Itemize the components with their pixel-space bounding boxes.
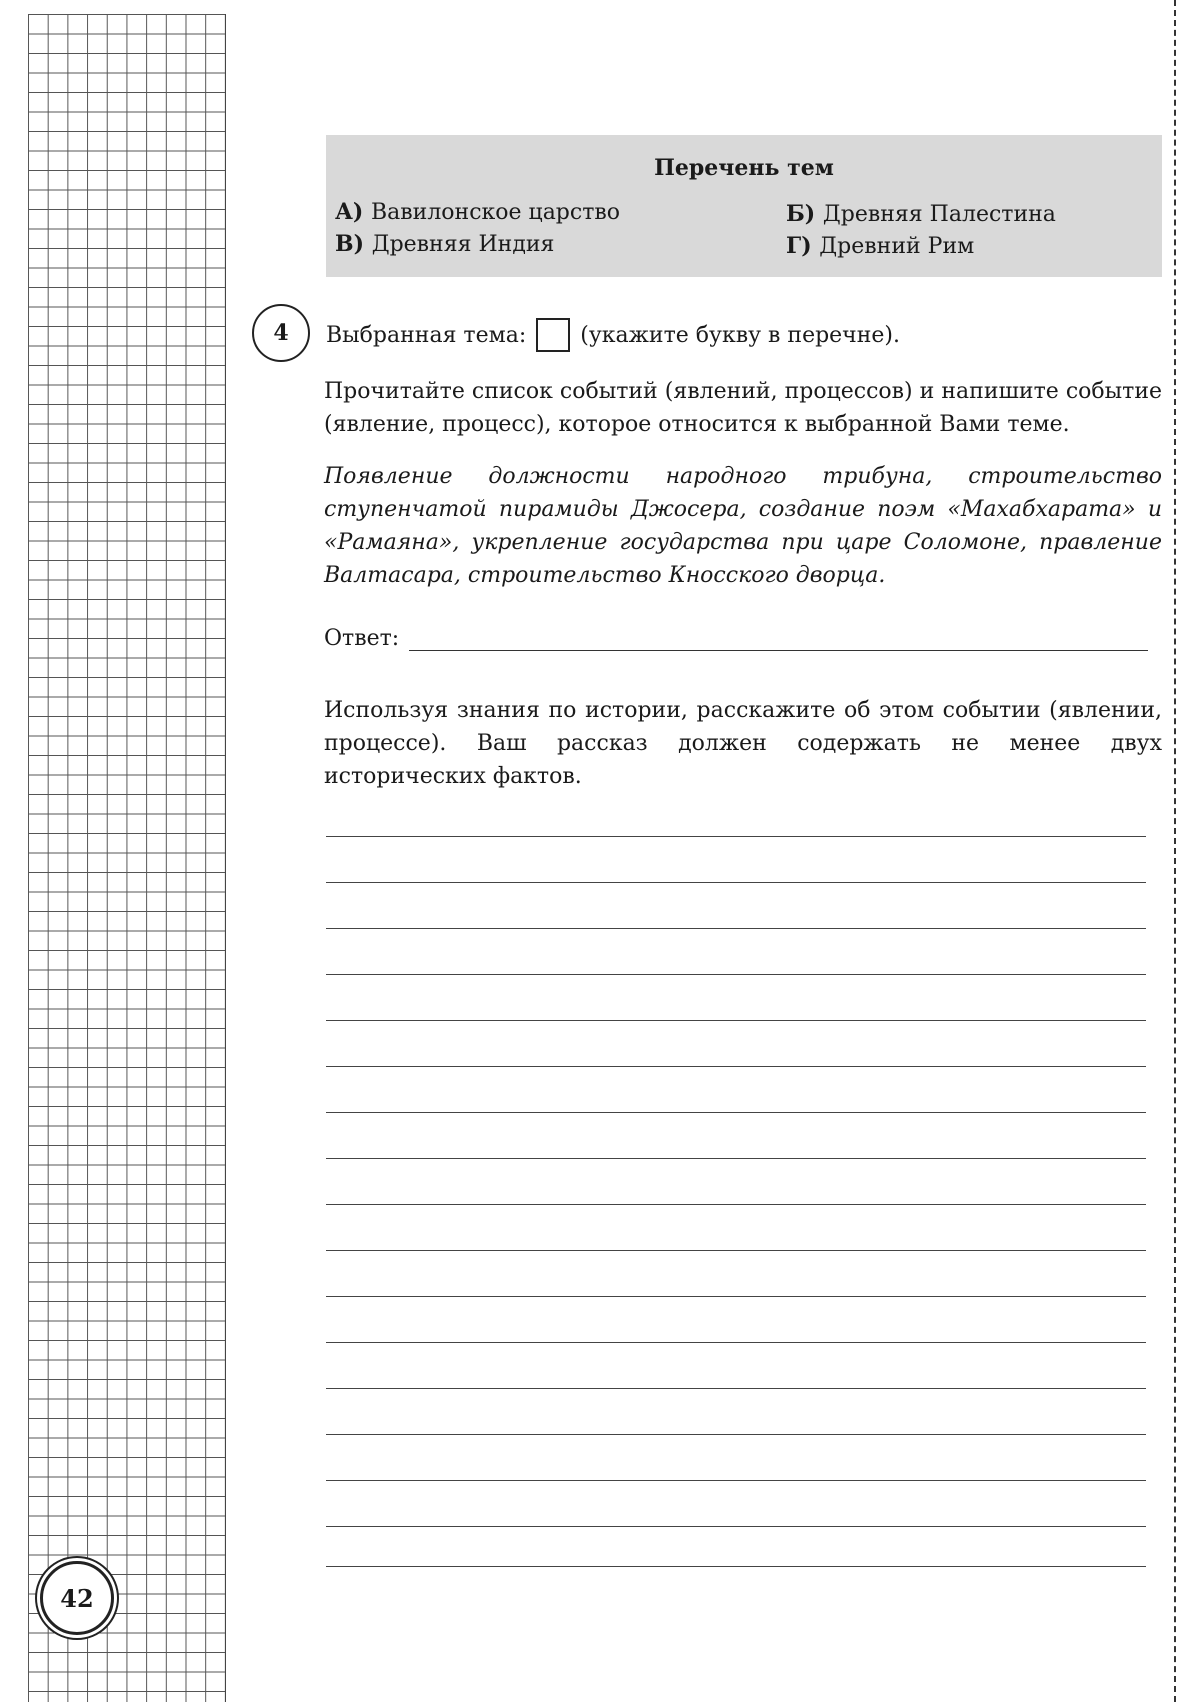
selected-topic-hint: (укажите букву в перечне). — [580, 322, 900, 348]
writing-line[interactable] — [326, 1526, 1146, 1527]
writing-line[interactable] — [326, 1204, 1146, 1205]
writing-line[interactable] — [326, 1020, 1146, 1021]
topic-b — [786, 201, 1056, 227]
cut-line — [1174, 0, 1176, 1702]
graph-paper-margin — [28, 14, 226, 1702]
topic-text: Вавилонское царство — [371, 200, 621, 225]
writing-line[interactable] — [326, 836, 1146, 837]
writing-line[interactable] — [326, 1250, 1146, 1251]
topic-text: Древняя Палестина — [822, 202, 1056, 227]
question-number: 4 — [252, 304, 310, 362]
events-list: Появление должности народного трибуна, строительство ступенчатой пирамиды Джосера, создание поэм «Махабхарата» и «Рамаяна», укрепление государства при царе Соломоне, правление Валтасара, строительство Кносского дворца. — [324, 464, 1162, 588]
writing-line[interactable] — [326, 1566, 1146, 1567]
topic-v — [335, 231, 554, 257]
writing-line[interactable] — [326, 1434, 1146, 1435]
page-number: 42 — [40, 1561, 114, 1635]
topic-letter: Г) — [786, 233, 812, 259]
writing-line[interactable] — [326, 1388, 1146, 1389]
instruction-text: Прочитайте список событий (явлений, процессов) и напишите событие (явление, процесс), которое относится к выбранной Вами теме. — [324, 379, 1162, 437]
answer-label: Ответ: — [324, 626, 400, 651]
topics-title: Перечень тем — [654, 155, 834, 181]
writing-line[interactable] — [326, 882, 1146, 883]
task-text: Используя знания по истории, расскажите об этом событии (явлении, процессе). Ваш рассказ должен содержать не менее двух исторических фактов. — [324, 698, 1162, 789]
writing-line[interactable] — [326, 1066, 1146, 1067]
writing-line[interactable] — [326, 1342, 1146, 1343]
answer-line[interactable] — [409, 628, 1148, 651]
answer-row — [324, 626, 1148, 651]
writing-line[interactable] — [326, 1296, 1146, 1297]
topic-letter-box[interactable] — [536, 318, 570, 352]
writing-line[interactable] — [326, 1158, 1146, 1159]
writing-line[interactable] — [326, 974, 1146, 975]
writing-line[interactable] — [326, 1480, 1146, 1481]
topic-letter: Б) — [786, 201, 816, 227]
selected-topic-row — [326, 318, 900, 352]
topic-letter: В) — [335, 231, 365, 257]
topic-text: Древняя Индия — [371, 232, 555, 257]
writing-line[interactable] — [326, 1112, 1146, 1113]
selected-topic-label: Выбранная тема: — [326, 322, 527, 348]
writing-line[interactable] — [326, 928, 1146, 929]
topic-g — [786, 233, 974, 259]
topic-a — [335, 199, 620, 225]
topic-text: Древний Рим — [819, 234, 975, 259]
topic-letter: А) — [335, 199, 364, 225]
topics-list — [326, 135, 1162, 277]
